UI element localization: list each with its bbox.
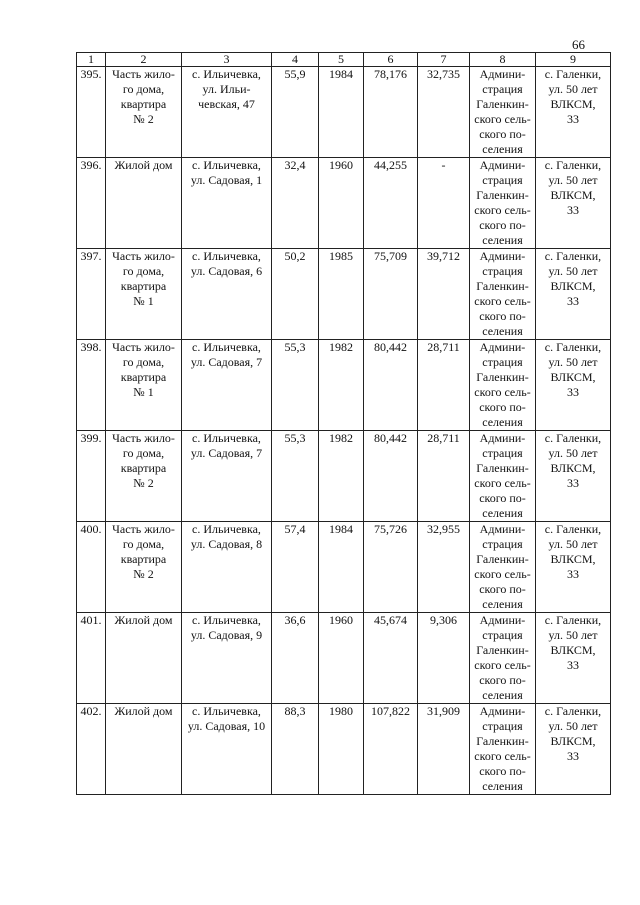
- table-row: [77, 613, 611, 704]
- construction-year: 1984: [319, 67, 364, 158]
- row-number: 399.: [77, 431, 106, 522]
- property-name: Часть жило- го дома, квартира № 2: [106, 67, 182, 158]
- property-address: с. Ильичевка, ул. Садовая, 7: [182, 431, 272, 522]
- row-number: 398.: [77, 340, 106, 431]
- row-number: 396.: [77, 158, 106, 249]
- book-value: 75,726: [364, 522, 418, 613]
- book-value: 78,176: [364, 67, 418, 158]
- property-area: 32,4: [272, 158, 319, 249]
- construction-year: 1980: [319, 704, 364, 795]
- property-address: с. Ильичевка, ул. Садовая, 8: [182, 522, 272, 613]
- residual-value: -: [418, 158, 470, 249]
- property-address: с. Ильичевка, ул. Садовая, 7: [182, 340, 272, 431]
- rights-holder: Админи- страция Галенкин- ского сель- ского по- селения: [470, 67, 536, 158]
- property-area: 88,3: [272, 704, 319, 795]
- property-area: 55,9: [272, 67, 319, 158]
- rights-holder: Админи- страция Галенкин- ского сель- ского по- селения: [470, 704, 536, 795]
- rights-holder: Админи- страция Галенкин- ского сель- ского по- селения: [470, 431, 536, 522]
- property-area: 55,3: [272, 431, 319, 522]
- construction-year: 1984: [319, 522, 364, 613]
- book-value: 44,255: [364, 158, 418, 249]
- book-value: 75,709: [364, 249, 418, 340]
- table-header: [77, 53, 611, 67]
- column-number: 9: [536, 53, 611, 67]
- book-value: 45,674: [364, 613, 418, 704]
- property-name: Жилой дом: [106, 704, 182, 795]
- construction-year: 1960: [319, 158, 364, 249]
- column-number: 4: [272, 53, 319, 67]
- column-number-row: [77, 53, 611, 67]
- table-row: [77, 158, 611, 249]
- rights-holder-address: с. Галенки, ул. 50 лет ВЛКСМ, 33: [536, 522, 611, 613]
- residual-value: 32,735: [418, 67, 470, 158]
- residual-value: 9,306: [418, 613, 470, 704]
- table-row: [77, 431, 611, 522]
- property-address: с. Ильичевка, ул. Садовая, 1: [182, 158, 272, 249]
- rights-holder: Админи- страция Галенкин- ского сель- ского по- селения: [470, 340, 536, 431]
- table-row: [77, 522, 611, 613]
- residual-value: 28,711: [418, 431, 470, 522]
- rights-holder: Админи- страция Галенкин- ского сель- ского по- селения: [470, 158, 536, 249]
- construction-year: 1985: [319, 249, 364, 340]
- book-value: 80,442: [364, 431, 418, 522]
- table-row: [77, 340, 611, 431]
- rights-holder-address: с. Галенки, ул. 50 лет ВЛКСМ, 33: [536, 704, 611, 795]
- rights-holder: Админи- страция Галенкин- ского сель- ского по- селения: [470, 249, 536, 340]
- residual-value: 39,712: [418, 249, 470, 340]
- book-value: 107,822: [364, 704, 418, 795]
- construction-year: 1982: [319, 340, 364, 431]
- property-name: Часть жило- го дома, квартира № 1: [106, 249, 182, 340]
- residual-value: 31,909: [418, 704, 470, 795]
- row-number: 401.: [77, 613, 106, 704]
- property-name: Жилой дом: [106, 613, 182, 704]
- book-value: 80,442: [364, 340, 418, 431]
- column-number: 7: [418, 53, 470, 67]
- rights-holder-address: с. Галенки, ул. 50 лет ВЛКСМ, 33: [536, 431, 611, 522]
- rights-holder-address: с. Галенки, ул. 50 лет ВЛКСМ, 33: [536, 340, 611, 431]
- property-area: 36,6: [272, 613, 319, 704]
- residual-value: 28,711: [418, 340, 470, 431]
- table-row: [77, 249, 611, 340]
- rights-holder-address: с. Галенки, ул. 50 лет ВЛКСМ, 33: [536, 249, 611, 340]
- construction-year: 1960: [319, 613, 364, 704]
- property-name: Жилой дом: [106, 158, 182, 249]
- column-number: 1: [77, 53, 106, 67]
- property-address: с. Ильичевка, ул. Ильи- чевская, 47: [182, 67, 272, 158]
- property-address: с. Ильичевка, ул. Садовая, 9: [182, 613, 272, 704]
- property-name: Часть жило- го дома, квартира № 2: [106, 431, 182, 522]
- table-row: [77, 67, 611, 158]
- rights-holder-address: с. Галенки, ул. 50 лет ВЛКСМ, 33: [536, 158, 611, 249]
- construction-year: 1982: [319, 431, 364, 522]
- property-address: с. Ильичевка, ул. Садовая, 10: [182, 704, 272, 795]
- property-area: 55,3: [272, 340, 319, 431]
- row-number: 400.: [77, 522, 106, 613]
- property-name: Часть жило- го дома, квартира № 2: [106, 522, 182, 613]
- column-number: 8: [470, 53, 536, 67]
- table-body: [77, 67, 611, 795]
- rights-holder-address: с. Галенки, ул. 50 лет ВЛКСМ, 33: [536, 67, 611, 158]
- property-name: Часть жило- го дома, квартира № 1: [106, 340, 182, 431]
- residual-value: 32,955: [418, 522, 470, 613]
- rights-holder: Админи- страция Галенкин- ского сель- ского по- селения: [470, 522, 536, 613]
- row-number: 395.: [77, 67, 106, 158]
- rights-holder: Админи- страция Галенкин- ского сель- ского по- селения: [470, 613, 536, 704]
- row-number: 402.: [77, 704, 106, 795]
- rights-holder-address: с. Галенки, ул. 50 лет ВЛКСМ, 33: [536, 613, 611, 704]
- row-number: 397.: [77, 249, 106, 340]
- column-number: 5: [319, 53, 364, 67]
- column-number: 3: [182, 53, 272, 67]
- property-registry-table: [76, 52, 611, 795]
- table-row: [77, 704, 611, 795]
- column-number: 2: [106, 53, 182, 67]
- page-number: 66: [572, 37, 585, 52]
- property-area: 50,2: [272, 249, 319, 340]
- property-area: 57,4: [272, 522, 319, 613]
- column-number: 6: [364, 53, 418, 67]
- property-address: с. Ильичевка, ул. Садовая, 6: [182, 249, 272, 340]
